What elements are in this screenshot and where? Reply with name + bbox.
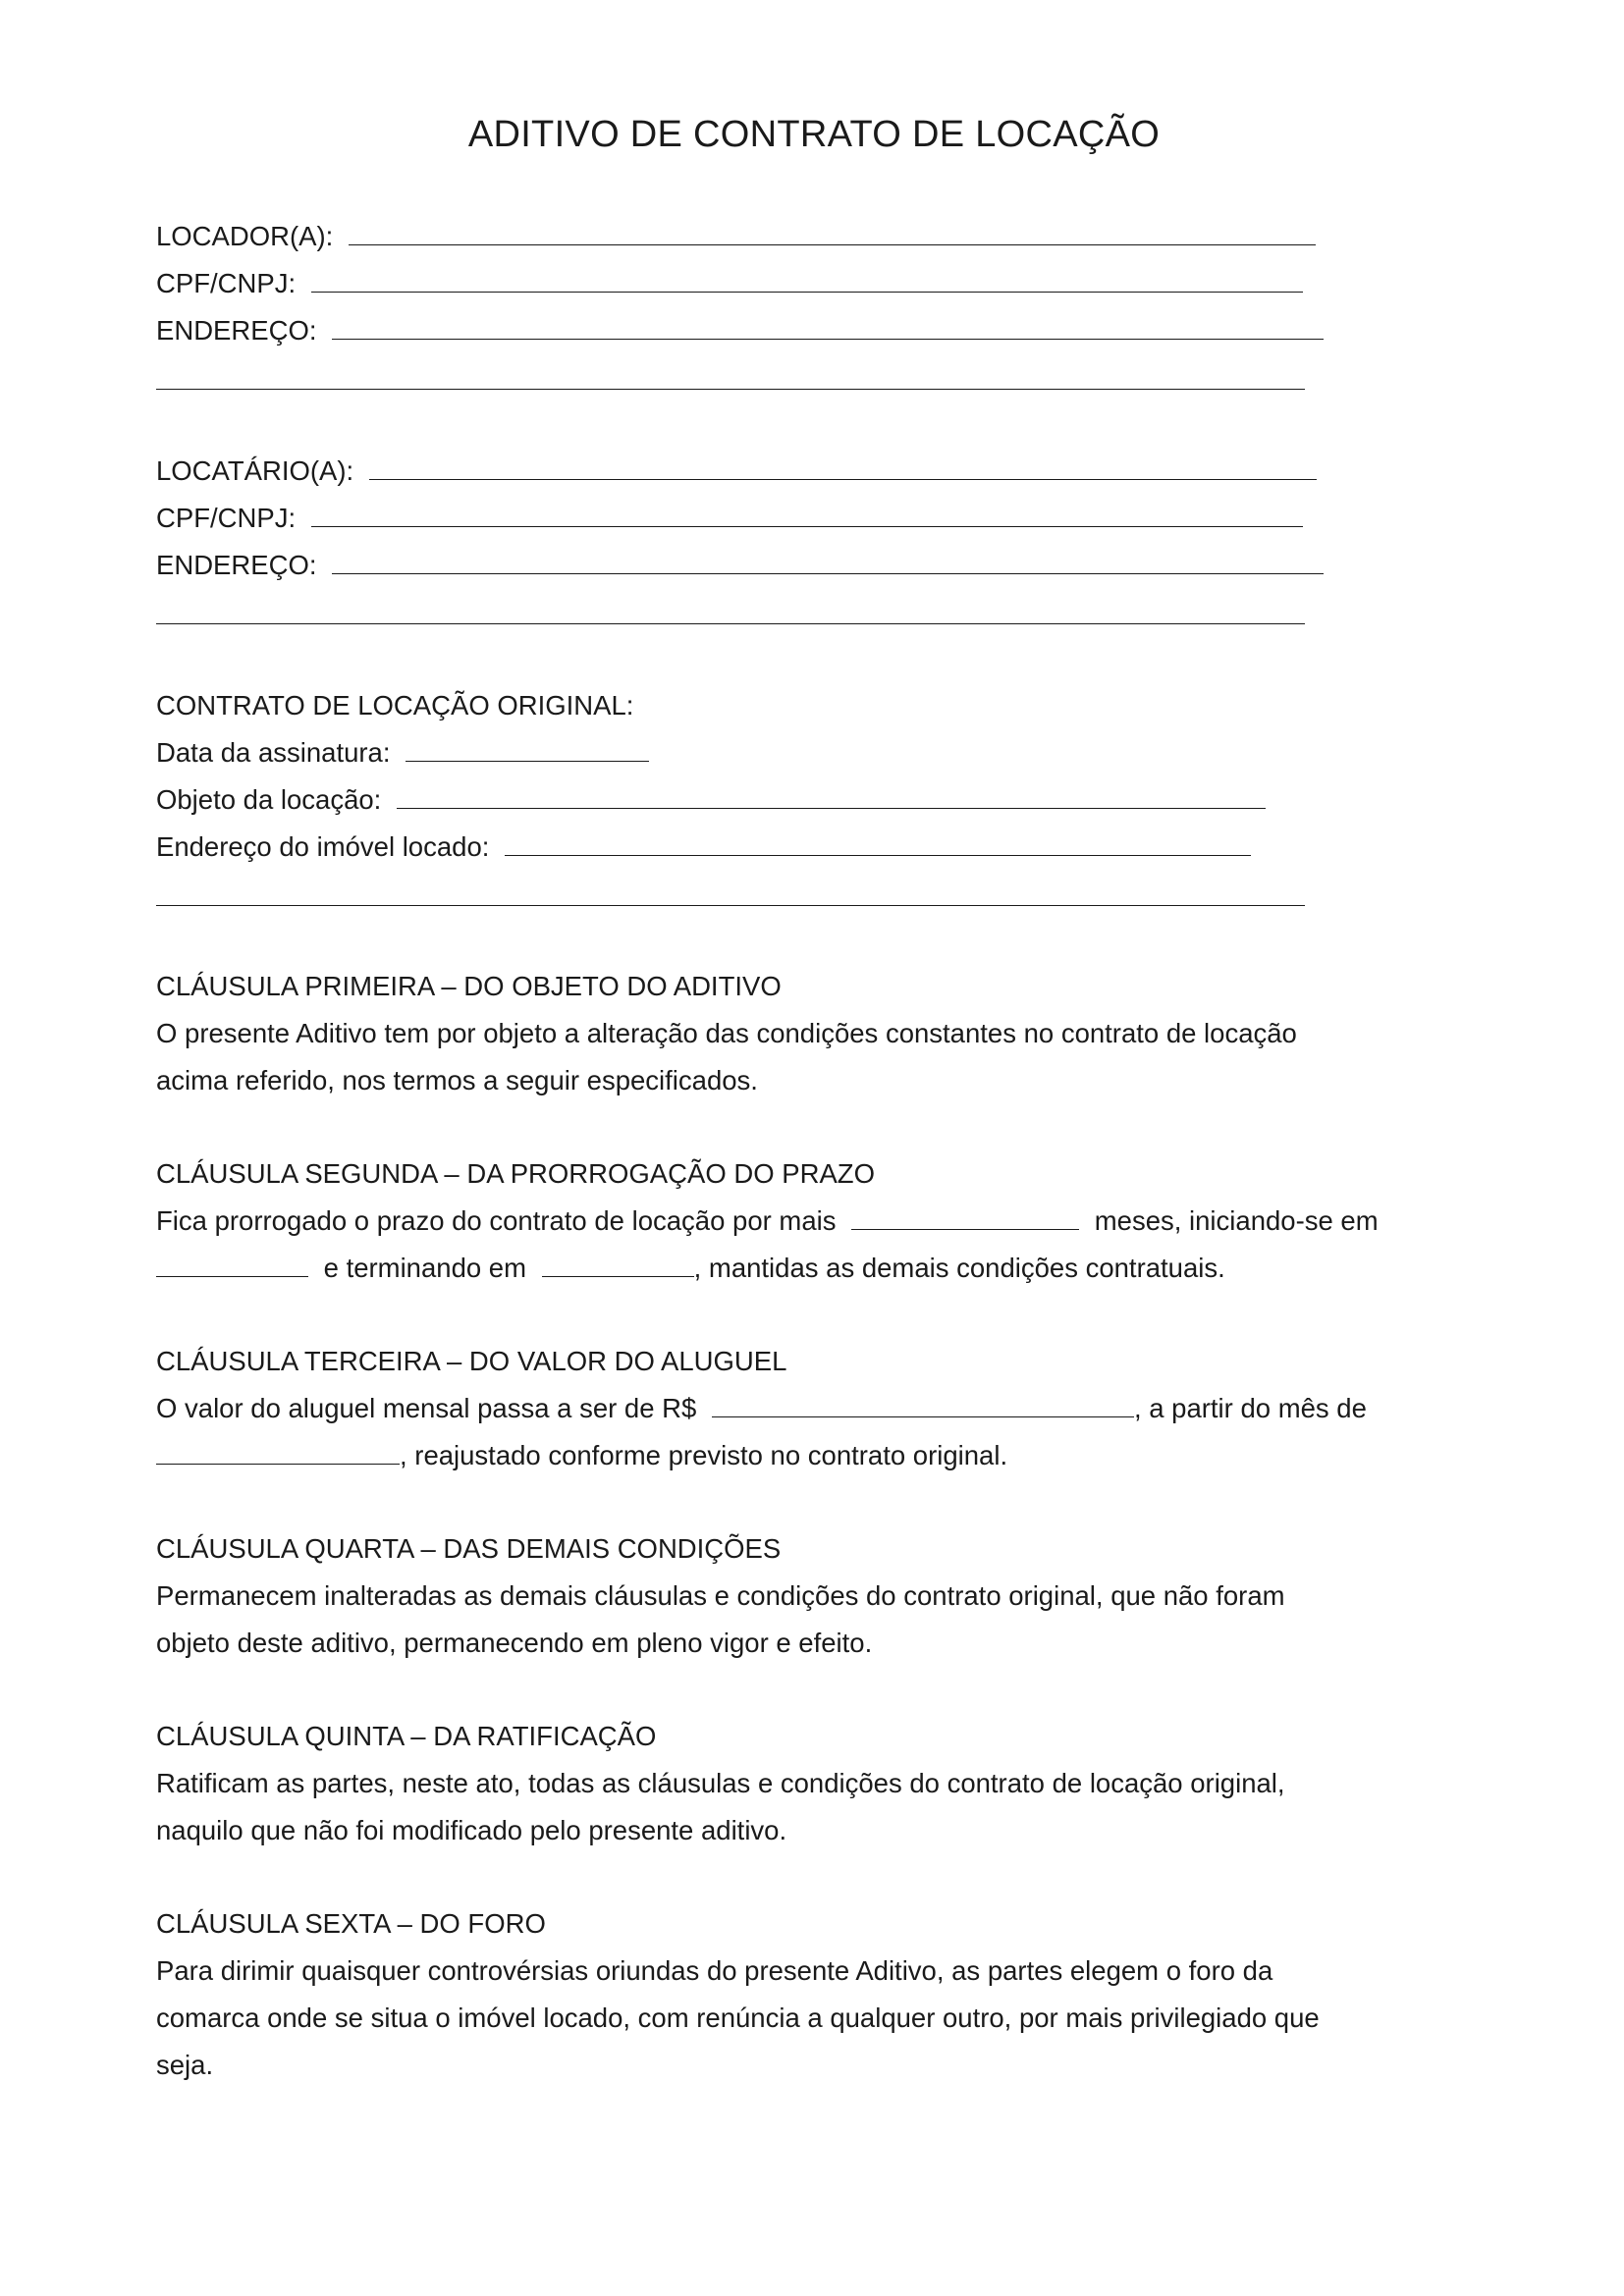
contrato-object-row <box>156 783 1266 817</box>
locador-cpf-field[interactable] <box>311 268 1303 293</box>
clause-5-text-line-1: Ratificam as partes, neste ato, todas as cláusulas e condições do contrato de locação original, <box>156 1768 1285 1798</box>
locador-name-label: LOCADOR(A): <box>156 221 334 251</box>
clause-3-text-c: , reajustado conforme previsto no contrato original. <box>400 1440 1008 1470</box>
locador-address-row <box>156 314 1324 347</box>
locatario-name-label: LOCATÁRIO(A): <box>156 455 354 486</box>
prorrogacao-meses-field[interactable] <box>851 1205 1079 1230</box>
contrato-address-field[interactable] <box>505 831 1251 856</box>
clause-2-text-b: meses, iniciando-se em <box>1094 1205 1379 1236</box>
clause-1-text-line-1: O presente Aditivo tem por objeto a alteração das condições constantes no contrato de locação <box>156 1018 1297 1048</box>
aluguel-valor-field[interactable] <box>712 1393 1134 1417</box>
locatario-cpf-row <box>156 502 1303 535</box>
locatario-name-row <box>156 454 1317 488</box>
clause-3-heading: CLÁUSULA TERCEIRA – DO VALOR DO ALUGUEL <box>156 1346 787 1376</box>
aluguel-mes-field[interactable] <box>156 1440 400 1465</box>
clause-2-text-d: , mantidas as demais condições contratuais. <box>693 1253 1225 1283</box>
contrato-address-label: Endereço do imóvel locado: <box>156 831 490 862</box>
clause-5-heading: CLÁUSULA QUINTA – DA RATIFICAÇÃO <box>156 1721 657 1751</box>
clause-2-text-line-2 <box>156 1252 1225 1285</box>
clause-4-heading: CLÁUSULA QUARTA – DAS DEMAIS CONDIÇÕES <box>156 1533 782 1564</box>
locador-name-field[interactable] <box>349 221 1316 245</box>
locador-cpf-label: CPF/CNPJ: <box>156 268 297 298</box>
contrato-date-label: Data da assinatura: <box>156 737 391 768</box>
clause-4-text-line-2: objeto deste aditivo, permanecendo em pleno vigor e efeito. <box>156 1628 873 1658</box>
locatario-cpf-label: CPF/CNPJ: <box>156 503 297 533</box>
locador-address-line2-field[interactable] <box>156 389 1305 390</box>
locador-name-row <box>156 220 1316 253</box>
clause-4-text-line-1: Permanecem inalteradas as demais cláusulas e condições do contrato original, que não foram <box>156 1580 1285 1611</box>
locatario-address-label: ENDEREÇO: <box>156 550 317 580</box>
document-title: ADITIVO DE CONTRATO DE LOCAÇÃO <box>467 114 1161 155</box>
contrato-date-field[interactable] <box>406 737 649 762</box>
clause-2-text-line-1 <box>156 1204 1379 1238</box>
contrato-object-field[interactable] <box>397 784 1266 809</box>
contrato-object-label: Objeto da locação: <box>156 784 382 815</box>
clause-6-text-line-3: seja. <box>156 2050 214 2080</box>
locatario-address-row <box>156 549 1324 582</box>
clause-3-text-b: , a partir do mês de <box>1133 1393 1367 1423</box>
contrato-address-line2-field[interactable] <box>156 905 1305 906</box>
prorrogacao-termino-field[interactable] <box>542 1253 694 1277</box>
clause-3-text-line-2 <box>156 1439 1007 1472</box>
clause-1-text-line-2: acima referido, nos termos a seguir especificados. <box>156 1065 758 1095</box>
contrato-original-heading: CONTRATO DE LOCAÇÃO ORIGINAL: <box>156 690 634 721</box>
locador-address-field[interactable] <box>332 315 1324 340</box>
clause-3-text-a: O valor do aluguel mensal passa a ser de R$ <box>156 1393 697 1423</box>
locador-address-label: ENDEREÇO: <box>156 315 317 346</box>
clause-1-heading: CLÁUSULA PRIMEIRA – DO OBJETO DO ADITIVO <box>156 971 782 1001</box>
clause-6-text-line-1: Para dirimir quaisquer controvérsias oriundas do presente Aditivo, as partes elegem o foro da <box>156 1955 1273 1986</box>
locatario-name-field[interactable] <box>369 455 1317 480</box>
clause-2-text-a: Fica prorrogado o prazo do contrato de locação por mais <box>156 1205 837 1236</box>
clause-2-text-c: e terminando em <box>323 1253 526 1283</box>
clause-6-heading: CLÁUSULA SEXTA – DO FORO <box>156 1908 546 1939</box>
contrato-address-row <box>156 830 1251 864</box>
clause-6-text-line-2: comarca onde se situa o imóvel locado, com renúncia a qualquer outro, por mais privilegiado que <box>156 2002 1320 2033</box>
prorrogacao-inicio-field[interactable] <box>156 1253 308 1277</box>
clause-5-text-line-2: naquilo que não foi modificado pelo presente aditivo. <box>156 1815 787 1845</box>
locador-cpf-row <box>156 267 1303 300</box>
locatario-address-field[interactable] <box>332 550 1324 574</box>
clause-3-text-line-1 <box>156 1392 1367 1425</box>
locatario-address-line2-field[interactable] <box>156 623 1305 624</box>
contrato-date-row <box>156 736 649 770</box>
locatario-cpf-field[interactable] <box>311 503 1303 527</box>
clause-2-heading: CLÁUSULA SEGUNDA – DA PRORROGAÇÃO DO PRAZO <box>156 1158 875 1189</box>
